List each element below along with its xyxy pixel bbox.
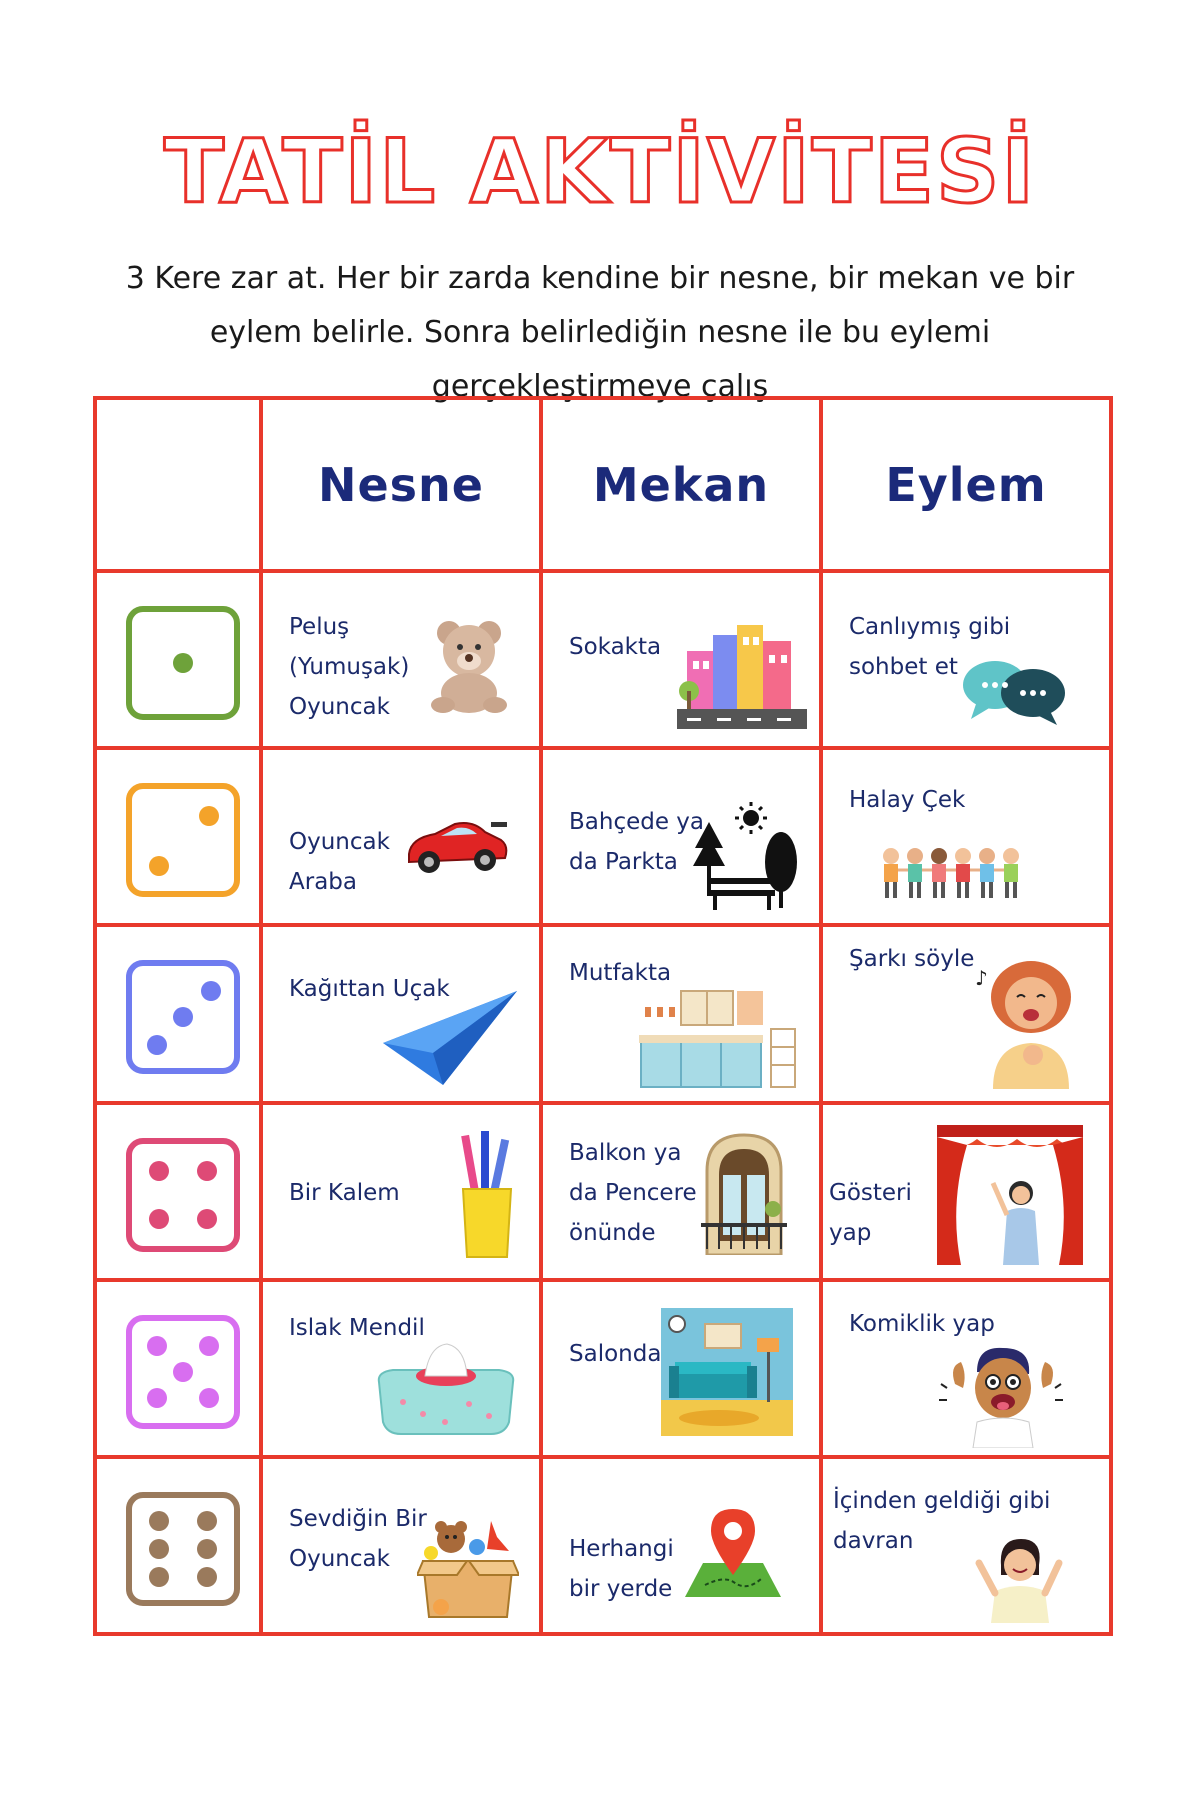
header-nesne: Nesne: [317, 457, 485, 512]
nesne-label: Kağıttan Uçak: [289, 976, 450, 1003]
paper-plane-icon: [383, 987, 519, 1087]
die-face-1-icon: [125, 605, 241, 721]
mekan-cell: [541, 748, 821, 925]
eylem-cell: [821, 925, 1111, 1102]
funny-face-icon: [933, 1344, 1069, 1448]
mekan-label: Salonda: [569, 1340, 662, 1367]
eylem-cell: [821, 1457, 1111, 1634]
nesne-cell: [261, 1457, 541, 1634]
eylem-cell: [821, 748, 1111, 925]
die-face-2-icon: [125, 782, 241, 898]
nesne-cell: [261, 748, 541, 925]
nesne-label: Bir Kalem: [289, 1179, 400, 1206]
page-title: TATİL AKTİVİTESİ: [163, 120, 1037, 223]
die-face-3-icon: [125, 959, 241, 1075]
nesne-label: Peluş (Yumuşak) Oyuncak: [289, 614, 410, 721]
header-eylem-cell: [821, 398, 1111, 571]
living-room-icon: [661, 1308, 793, 1436]
eylem-label: Halay Çek: [849, 787, 966, 814]
table-row: [95, 748, 1111, 925]
teddy-bear-icon: [421, 615, 517, 715]
nesne-label: Sevdiğin Bir Oyuncak: [289, 1505, 427, 1572]
header-mekan-cell: [541, 398, 821, 571]
chat-bubbles-icon: [959, 657, 1069, 727]
table-row: [95, 1103, 1111, 1280]
die-cell: [95, 748, 261, 925]
happy-woman-icon: [973, 1535, 1065, 1623]
svg-text:♪: ♪: [975, 966, 988, 991]
mekan-label: Bahçede ya da Parkta: [569, 809, 705, 876]
eylem-label: Canlıymış gibi sohbet et: [849, 614, 1011, 681]
mekan-cell: [541, 571, 821, 748]
table-row: [95, 1280, 1111, 1457]
eylem-label: Komiklik yap: [849, 1310, 995, 1337]
table-row: [95, 1457, 1111, 1634]
wet-wipes-icon: [373, 1342, 519, 1438]
table-row: [95, 925, 1111, 1102]
mekan-cell: [541, 1103, 821, 1280]
mekan-cell: [541, 925, 821, 1102]
nesne-cell: [261, 1103, 541, 1280]
eylem-cell: [821, 1103, 1111, 1280]
die-cell: [95, 925, 261, 1102]
nesne-label: Oyuncak Araba: [289, 829, 390, 896]
eylem-cell: [821, 571, 1111, 748]
mekan-label: Sokakta: [569, 634, 662, 661]
kitchen-icon: [635, 989, 799, 1089]
mekan-cell: [541, 1457, 821, 1634]
table-row: [95, 571, 1111, 748]
park-bench-icon: [693, 802, 799, 914]
die-face-4-icon: [125, 1137, 241, 1253]
instructions-text: 3 Kere zar at. Her bir zarda kendine bir nesne, bir mekan ve bir eylem belirle. Sonra belirlediğin nesne ile bu eylemi gerçekleştirmeye çalış: [125, 261, 1075, 404]
eylem-label: Şarkı söyle: [849, 946, 975, 973]
die-cell: [95, 1280, 261, 1457]
toy-car-icon: [401, 818, 511, 880]
die-cell: [95, 1457, 261, 1634]
mekan-label: Balkon ya da Pencere önünde: [569, 1139, 697, 1246]
mekan-label: Herhangi bir yerde: [569, 1535, 674, 1602]
die-cell: [95, 571, 261, 748]
nesne-label: Islak Mendil: [289, 1314, 425, 1341]
nesne-cell: [261, 571, 541, 748]
die-cell: [95, 1103, 261, 1280]
die-face-6-icon: [125, 1491, 241, 1607]
corner-cell: [95, 398, 261, 571]
stage-curtain-icon: [937, 1125, 1083, 1265]
eylem-label: Gösteri yap: [829, 1179, 912, 1246]
balcony-icon: [701, 1131, 787, 1255]
die-face-5-icon: [125, 1314, 241, 1430]
header-nesne-cell: [261, 398, 541, 571]
nesne-cell: [261, 1280, 541, 1457]
map-pin-icon: [685, 1505, 781, 1601]
header-row: [95, 398, 1111, 571]
activity-table: [93, 396, 1113, 1636]
toy-box-icon: [417, 1517, 519, 1621]
nesne-cell: [261, 925, 541, 1102]
eylem-label: İçinden geldiği gibi davran: [833, 1487, 1051, 1554]
mekan-label: Mutfakta: [569, 960, 672, 987]
header-eylem: Eylem: [885, 457, 1047, 512]
mekan-cell: [541, 1280, 821, 1457]
header-mekan: Mekan: [592, 457, 770, 512]
pencil-cup-icon: [457, 1129, 517, 1261]
singing-girl-icon: [973, 949, 1083, 1091]
city-street-icon: [677, 621, 807, 731]
children-holding-hands-icon: [879, 846, 1033, 902]
eylem-cell: [821, 1280, 1111, 1457]
